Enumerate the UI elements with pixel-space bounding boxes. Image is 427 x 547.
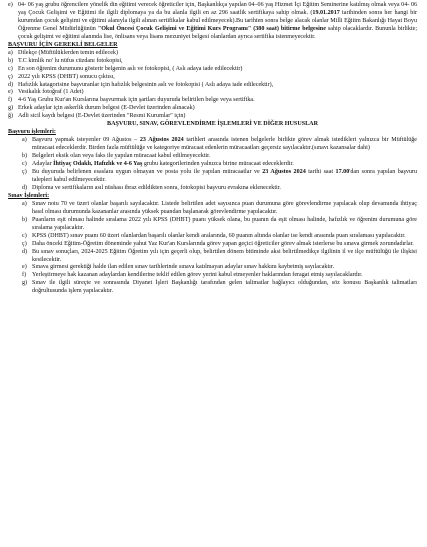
list-item: c) KPSS (DHBT) sınav puanı 60 üzeri olanlardan başarılı olanlar kendi aralarında, 60 puanın altında olanlar ise kendi arasında puan sıralaması yapılacaktır.: [22, 232, 406, 239]
list-item: b) T.C kimlik no' lu nüfus cüzdanı fotokopisi,: [8, 57, 123, 64]
deadline-time: 17.00: [335, 169, 350, 176]
exam-list: [8, 201, 417, 296]
list-item: d) Bu sınav sonuçları, 2024-2025 Eğitim Öğretim yılı için geçerli olup, belirtilen dönem bitiminde aksi belirtilmedikçe ilgilinin il ve ilçe müftülüğü ile ilişkisi kesilecektir.: [22, 248, 417, 263]
course-name: "Okul Öncesi Çocuk Gelişimi ve Eğitimi Kurs Programı" (380 saat) bitirme belgesine: [97, 25, 326, 32]
documents-heading: BAŞVURU İÇİN GEREKLİ BELGELER: [8, 41, 118, 48]
procedures-heading: BAŞVURU, SINAV, GÖREVLENDİRME İŞLEMLERİ VE DİĞER HUSUSLAR: [107, 121, 318, 128]
deadline-date: 23 Ağustos 2024: [262, 169, 306, 176]
list-item: a) Başvuru yapmak isteyenler 09 Ağustos – 23 Ağustos 2024 tarihleri arasında istenen belgelerle birlikte görev almak istedikleri yalnızca bir Müftülüğe müracaat edeceklerdir. Birden fazla müftülüğe ve kategoriye müracaat edenlerin müracaatları geçersiz sayılacaktır.(sınavı kazansalar dahi): [22, 137, 417, 152]
list-item: ç) Daha önceki Eğitim-Öğretim döneminde yahut Yaz Kur'an Kurslarında görev yapan geçici öğreticiler görev almak isterlerse bu sınava girmek zorundadırlar.: [22, 240, 414, 247]
exam-subheading: Sınav İşlemleri:: [8, 192, 50, 199]
list-item: ç) 2022 yılı KPSS (DHBT) sonucu çıktısı,: [8, 73, 115, 80]
list-item: c) Adaylar İhtiyaç Odaklı, Hafızlık ve 4-6 Yaş grubu kategorilerinden yalnızca birine müracaat edeceklerdir.: [22, 161, 294, 168]
list-item: f) 4-6 Yaş Grubu Kur'an Kurslarına başvurmak için şartları duyuruda belirtilen belge veya sertifika.: [8, 97, 255, 104]
documents-list: [8, 50, 417, 122]
list-item: a) Sınav notu 70 ve üzeri olanlar başarılı sayılacaktır. Listede belirtilen adet sayısınca puan durumuna göre görevlendirme yapılacak olup devamında ihtiyaç hasıl olması durumunda kazananlar arasında yüksek puandan başlanarak görevlendirme yapılacaktır.: [22, 200, 417, 215]
cutoff-date: 19.01.2017: [312, 9, 340, 16]
item-text: 04- 06 yaş grubu öğrencilere yönelik din eğitimi verecek öğreticiler için, Başkanlıkça yapılan 04–06 yaş Hizmet İçi Eğitim Seminerine katılmış olmak veya 04- 06 yaş Çocuk Gelişimi ve Eğitimi ile ilgili diplomaya ya da bu alanla ilgili en az 296 saatlik sertifikaya sahip olmak. (19.01.2017 tarihinden sonra her hangi bir kurumdan çocuk gelişimi ve eğitimi alanıyla ilgili alınan sertifikalar kabul edilmeyecek).Bu tarihten sonra belge alacak olanlar Milli Eğitim Bakanlığı Hayat Boyu Öğrenme Genel Müdürlüğünün "Okul Öncesi Çocuk Gelişimi ve Eğitimi Kurs Programı" (380 saat) bitirme belgesine sahip olacaklardır. Bununla birlikte; çocuk gelişimi ve eğitimi alanında lise, önlisans veya lisans mezuniyet belgesi olanlardan ayrıca sertifika istenmeyecektir.: [18, 2, 418, 40]
application-subheading: Başvuru işlemleri:: [8, 129, 56, 136]
list-item: e) Sınava girmesi gerektiği halde ilan edilen sınav tarihlerinde sınava katılmayan adaylar sınav hakkını kaybetmiş sayılacaktır.: [22, 264, 335, 271]
list-item: e) Vesikalık fotoğraf (1 Adet): [8, 89, 84, 96]
list-item: c) En son öğrenim durumunu gösterir belgenin aslı ve fotokopisi, ( Aslı adaya iade edilecektir): [8, 65, 243, 72]
list-item: b) Belgeleri eksik olan veya faks ile yapılan müracaat kabul edilmeyecektir.: [22, 153, 211, 160]
list-item: d) Diploma ve sertifikaların asıl nüshası ibraz edildikten sonra, fotokopisi başvuru evrakına eklenecektir.: [22, 184, 281, 191]
category-names: İhtiyaç Odaklı, Hafızlık ve 4-6 Yaş: [53, 161, 143, 168]
list-item: g) Erkek adaylar için askerlik durum belgesi (E-Devlet üzerinden alınacak): [8, 105, 195, 112]
list-item: g) Sınav ile ilgili süreçte ve sonrasında Diyanet İşleri Başkanlığı tarafından gelen talimatlar bağlayıcı olduğundan, söz konusu Başkanlık talimatları doğrultusunda işlem yapılacaktır.: [22, 280, 417, 295]
list-item: ğ) Adli sicil kaydı belgesi (E-Devlet üzerinden "Resmi Kurumlar" için): [8, 113, 186, 120]
list-item: f) Yerleştirmeye hak kazanan adaylardan kendilerine teklif edilen görev yerini kabul etmeyenler haklarından feragat etmiş sayılacaklardır.: [22, 272, 363, 279]
list-item: d) Hafızlık katagorisine başvuranlar için hafızlık belgesinin aslı ve fotokopisi ( Aslı adaya iade edilecektir),: [8, 81, 274, 88]
list-item: b) Puanların eşit olması halinde sıralama 2022 yılı KPSS (DHBT) puanı yüksek olana, bu puanın da eşit olması halinde, hafızlık ve öğrenim durumuna göre sıralama yapılacaktır.: [22, 216, 417, 231]
requirement-item-e: [8, 2, 417, 42]
application-list: [8, 137, 417, 193]
item-marker: e): [8, 2, 13, 8]
list-item: a) Dilekçe (Müftülüklerden temin edilecek): [8, 49, 118, 56]
deadline-date: 23 Ağustos 2024: [139, 137, 184, 144]
list-item: ç) Bu duyuruda belirlenen esaslara uygun olmayan ve posta yolu ile yapılan müracaatlar ve 23 Ağustos 2024 tarihi saat 17.00'dan sonra yapılan başvuru talepleri kabul edilmeyecektir.: [22, 169, 418, 183]
